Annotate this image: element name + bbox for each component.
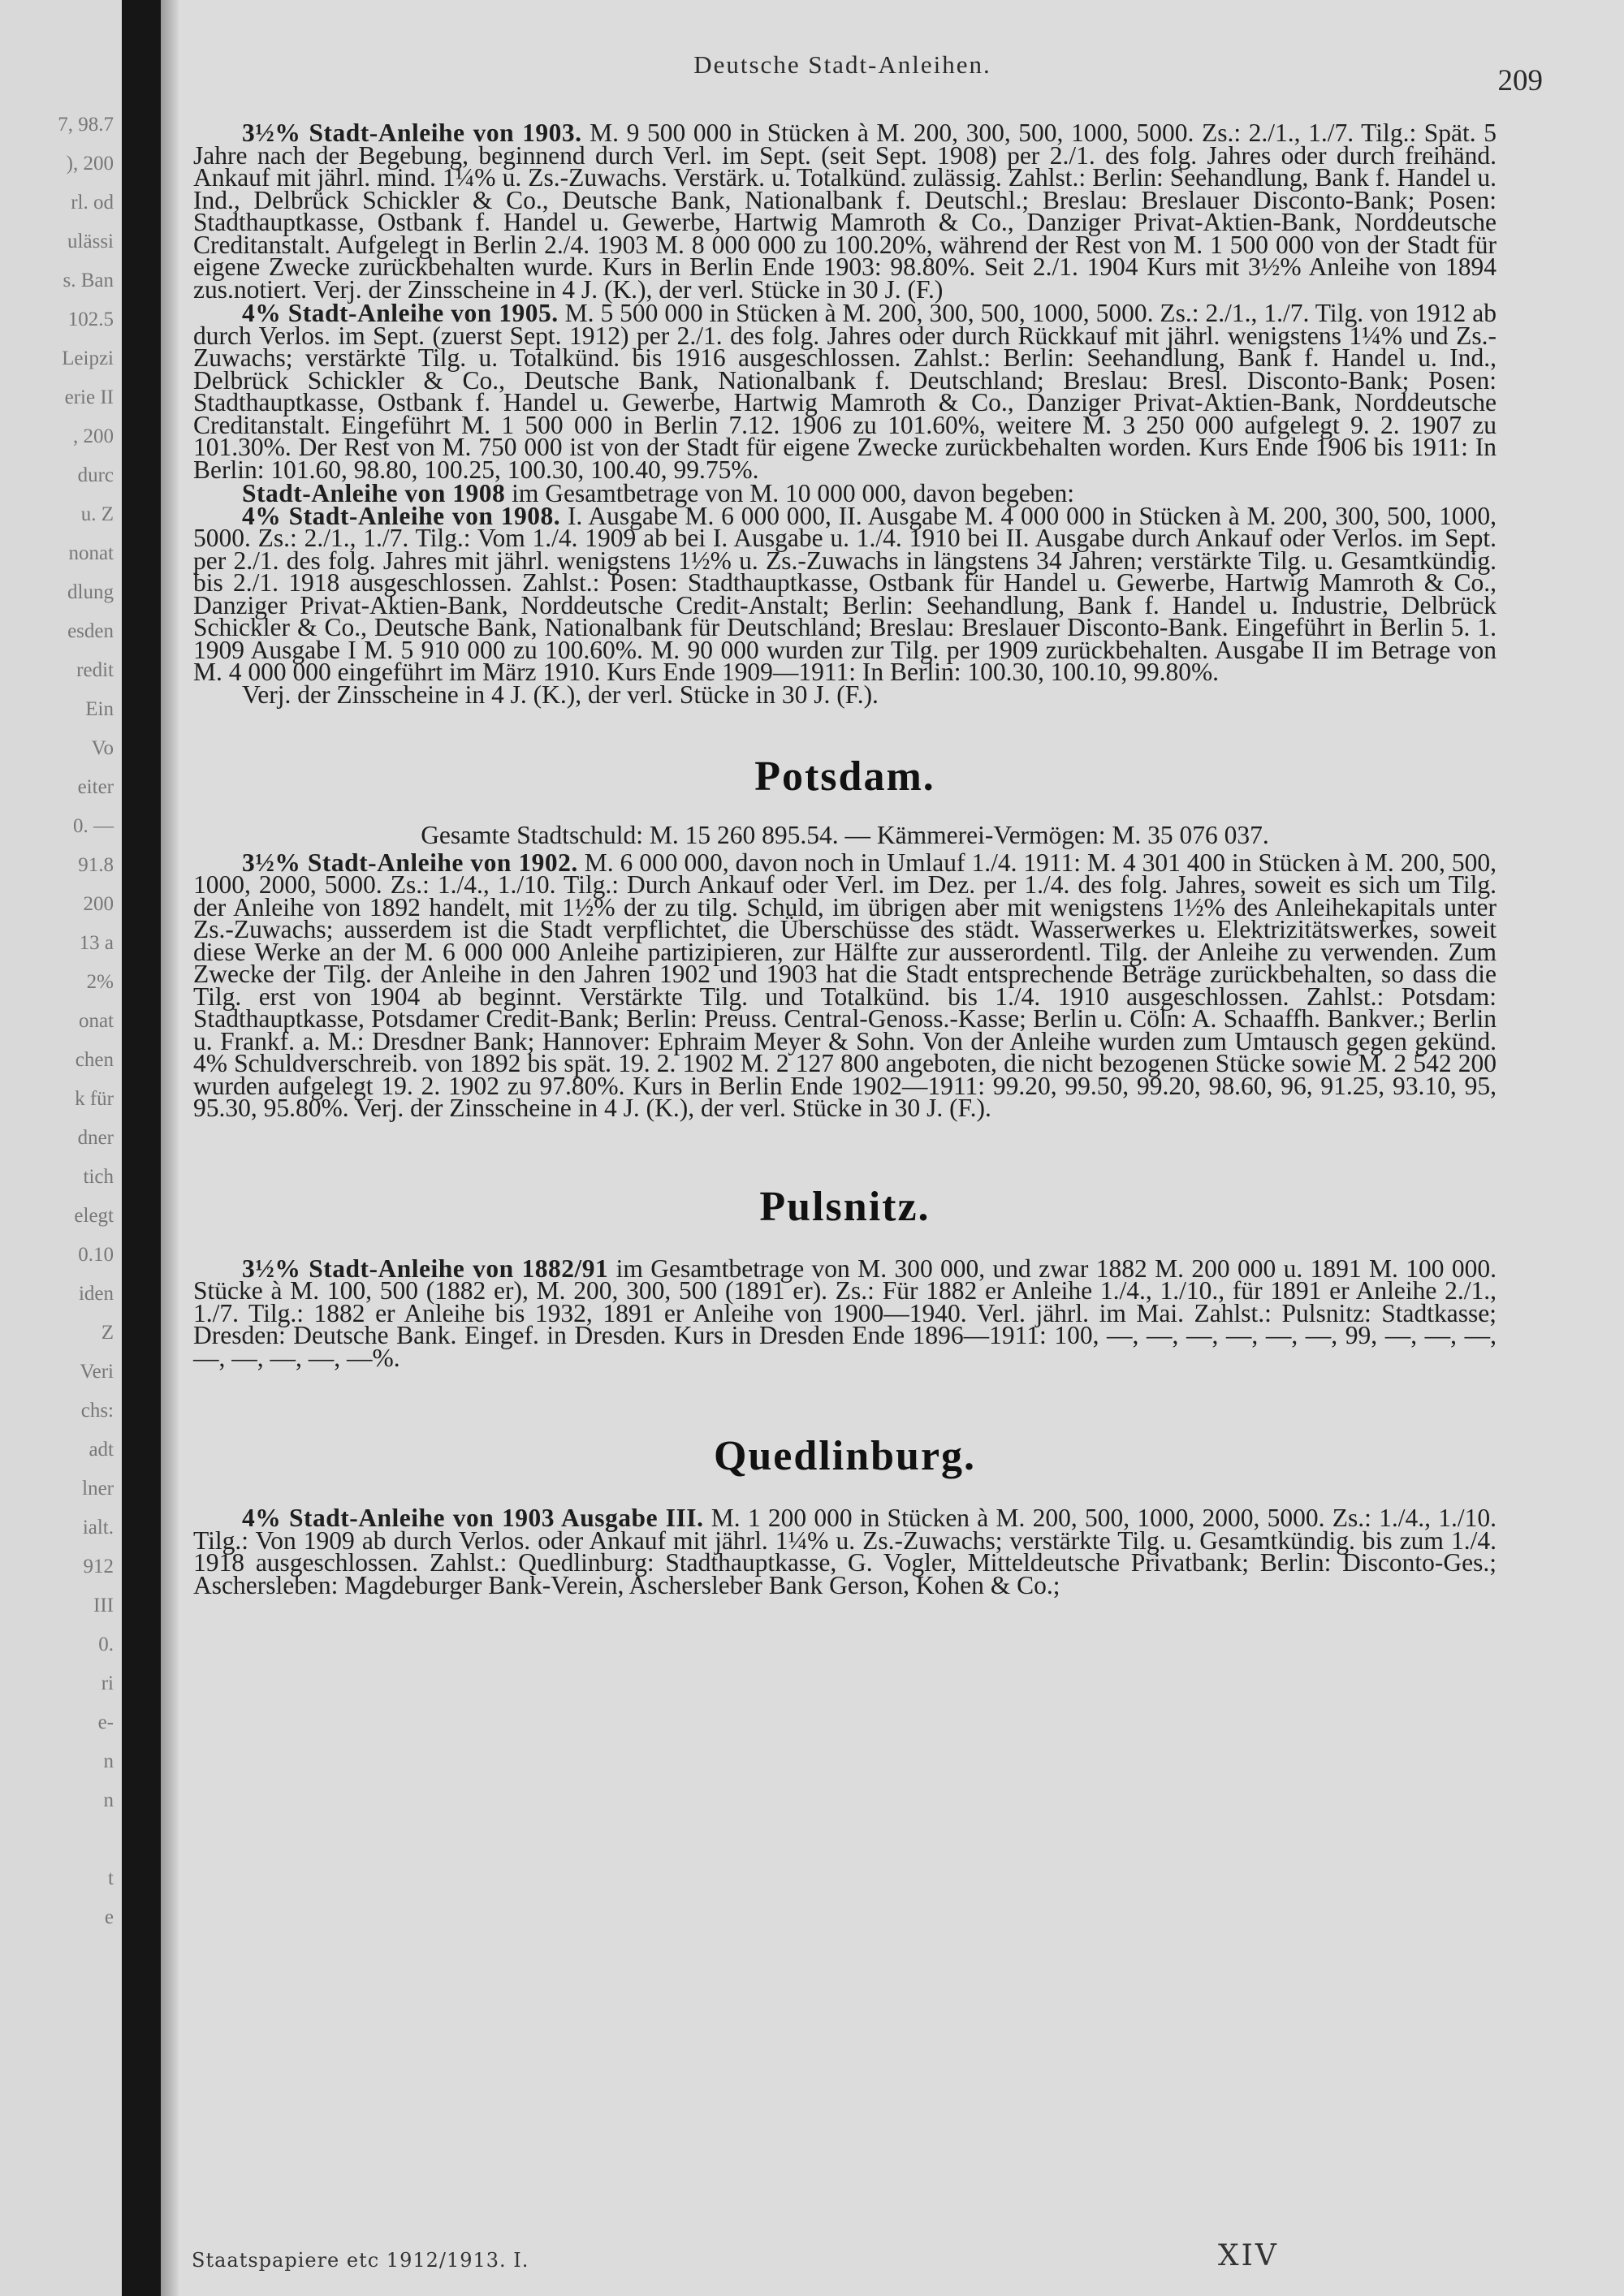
facing-page-fragment: 0. — (73, 815, 114, 837)
page-gutter (161, 0, 179, 2296)
facing-page-fragment: ialt. (82, 1517, 114, 1539)
facing-page-fragment: 0. (98, 1634, 114, 1655)
facing-page-fragment: 102.5 (67, 309, 114, 330)
facing-page-fragment: rl. od (71, 192, 114, 214)
city-title-quedlinburg: Quedlinburg. (713, 1433, 977, 1479)
entry-text: im Gesamtbetrage von M. 300 000, und zwar 1882 M. 200 000 u. 1891 M. 100 000. Stücke à M. 100, 500 (1882 er), M. 200, 300, 500 (1891 er). Zs.: Für 1882 er Anleihe 1./4., 1./10., für 1891 er Anleihe 2./1., 1./7. Tilg.: 1882 er Anleihe bis 1932, 1891 er Anleihe von 1900—1940. Verl. jährl. im Mai. Zahlst.: Pulsnitz: Stadtkasse; Dresden: Deutsche Bank. Eingef. in Dresden. Kurs in Dresden Ende 1896—1911: 100, —, —, —, —, —, —, 99, —, —, —, —, —, —, —, —%. (193, 1254, 1497, 1372)
entry-text: I. Ausgabe M. 6 000 000, II. Ausgabe M. 4 000 000 in Stücken à M. 200, 300, 500, 1000, 5000. Zs.: 2./1., 1./7. Tilg.: Vom 1./4. 1909 ab bei I. Ausgabe u. 1./4. 1910 bei II. Ausgabe durch Ankauf oder Verlos. im Sept. per 2./1. des folg. Jahres mit jährl. wenigstens 1½% u. Zs.-Zuwachs in längstens 34 Jahren; verstärkte Tilg. u. Gesamtkündig. bis 2./1. 1918 ausgeschlossen. Zahlst.: Posen: Stadthauptkasse, Ostbank für Handel u. Gewerbe, Hartwig Mamroth & Co., Danziger Privat-Aktien-Bank, Norddeutsche Credit-Anstalt; Berlin: Seehandlung, Bank f. Handel u. Industrie, Delbrück Schickler & Co., Deutsche Bank, Nationalbank für Deutschland; Breslau: Breslauer Disconto-Bank. Eingeführt in Berlin 5. 1. 1909 Ausgabe I M. 5 910 000 zu 100.60%. M. 90 000 wurden zur Tilg. per 1909 zurückbehalten. Ausgabe II im Betrage von M. 4 000 000 eingeführt im März 1910. Kurs Ende 1909—1911: In Berlin: 100.30, 100.10, 99.80%. (193, 501, 1497, 686)
facing-page-fragment: elegt (74, 1205, 114, 1227)
entry-text: im Gesamtbetrage von M. 10 000 000, davon begeben: (505, 479, 1075, 507)
entry-1908 (193, 501, 1497, 686)
facing-page-fragment: 91.8 (78, 854, 114, 876)
entry-heading: 3½% Stadt-Anleihe von 1903. (242, 119, 582, 147)
facing-page-fragment: chs: (80, 1400, 114, 1422)
facing-page-fragment: 200 (83, 893, 114, 915)
entry-heading: 4% Stadt-Anleihe von 1905. (242, 299, 559, 327)
facing-page-fragment: 0.10 (78, 1244, 114, 1266)
entry-text: M. 1 200 000 in Stücken à M. 200, 500, 1000, 2000, 5000. Zs.: 1./4., 1./10. Tilg.: Von 1909 ab durch Verlos. oder Ankauf mit jährl. 1¼% u. Zs.-Zuwachs; verstärkte Tilg. u. Gesamtkündig. bis zum 1./4. 1918 ausgeschlossen. Zahlst.: Quedlinburg: Stadthauptkasse, G. Vogler, Mitteldeutsche Privatbank; Berlin: Disconto-Ges.; Aschersleben: Magdeburger Bank-Verein, Aschersleber Bank Gerson, Kohen & Co.; (193, 1504, 1497, 1599)
entry-text: M. 5 500 000 in Stücken à M. 200, 300, 500, 1000, 5000. Zs.: 2./1., 1./7. Tilg. von 1912 ab durch Verlos. im Sept. (zuerst Sept. 1912) per 2./1. des folg. Jahres oder durch Rückkauf mit jährl. wenigstens 1¼% und Zs.-Zuwachs; verstärkte Tilg. u. Totalkünd. bis 1916 ausgeschlossen. Zahlst.: Berlin: Seehandlung, Bank f. Handel u. Ind., Delbrück Schickler & Co., Deutsche Bank, Nationalbank f. Deutschland; Breslau: Bresl. Disconto-Bank; Posen: Stadthauptkasse, Ostbank f. Handel u. Gewerbe, Hartwig Mamroth & Co., Danziger Privat-Aktien-Bank, Norddeutsche Creditanstalt. Eingeführt M. 1 500 000 in Berlin 7.12. 1906 zu 101.60%, weitere M. 3 250 000 aufgelegt 9. 2. 1907 zu 101.30%. Der Rest von M. 750 000 ist von der Stadt für eigene Zwecke zurückbehalten worden. Kurs Ende 1906 bis 1911: In Berlin: 101.60, 98.80, 100.25, 100.30, 100.40, 99.75%. (193, 299, 1497, 484)
facing-page-fragment: 7, 98.7 (58, 114, 114, 136)
document-page (179, 0, 1624, 2296)
running-title: Deutsche Stadt-Anleihen. (693, 50, 991, 79)
facing-page-fragment: adt (89, 1439, 114, 1461)
text-column (193, 119, 1497, 1599)
facing-page-fragment: n (103, 1789, 114, 1811)
facing-page-edge (0, 0, 122, 2296)
entry-1908-verj: Verj. der Zinsscheine in 4 J. (K.), der verl. Stücke in 30 J. (F.). (242, 680, 879, 709)
facing-page-fragment: esden (67, 620, 114, 642)
facing-page-fragment: Ein (85, 698, 114, 720)
facing-page-fragment: dner (77, 1127, 114, 1149)
facing-page-fragment: Vo (91, 737, 114, 759)
quedlinburg-entry (193, 1504, 1497, 1599)
entry-heading: 3½% Stadt-Anleihe von 1902. (242, 848, 578, 877)
city-title-potsdam: Potsdam. (754, 753, 935, 800)
facing-page-fragment: nonat (68, 542, 114, 564)
facing-page-fragment: Z (101, 1322, 114, 1344)
facing-page-fragment: tich (83, 1166, 114, 1188)
facing-page-fragment: Leipzi (62, 347, 114, 369)
potsdam-entry (193, 848, 1497, 1122)
facing-page-fragment: redit (76, 659, 114, 681)
potsdam-summary: Gesamte Stadtschuld: M. 15 260 895.54. — Kämmerei-Vermögen: M. 35 076 037. (421, 821, 1269, 849)
pulsnitz-entry (193, 1254, 1497, 1372)
facing-page-fragment: chen (75, 1049, 114, 1071)
facing-page-fragment: s. Ban (63, 270, 114, 291)
facing-page-fragment: lner (82, 1478, 114, 1500)
facing-page-fragment: durc (77, 464, 114, 486)
entry-text: M. 6 000 000, davon noch in Umlauf 1./4. 1911: M. 4 301 400 in Stücken à M. 200, 500, 1000, 2000, 5000. Zs.: 1./4., 1./10. Tilg.: Durch Ankauf oder Verl. im Dez. per 1./4. des folg. Jahres, soweit es sich um Tilg. der Anleihe von 1892 handelt, mit 1½% der zu tilg. Schuld, im übrigen aber mit wenigstens 1½% des Anleihekapitals unter Zs.-Zuwachs; ausserdem ist die Stadt verpflichtet, die Überschüsse des städt. Wasserwerkes u. Elektrizitätswerkes, soweit diese Werke an der M. 6 000 000 Anleihe partizipieren, zur Hälfte zur ausserordentl. Tilg. der Anleihe zu verwenden. Zum Zwecke der Tilg. der Anleihe in den Jahren 1902 und 1903 hat die Stadt entsprechende Beträge zurückbehalten, so dass die Tilg. erst von 1904 ab beginnt. Verstärkte Tilg. und Totalkünd. bis 1./4. 1910 ausgeschlossen. Zahlst.: Potsdam: Stadthauptkasse, Potsdamer Credit-Bank; Berlin: Preuss. Central-Genoss.-Kasse; Berlin u. Cöln: A. Schaaffh. Bankver.; Berlin u. Frankf. a. M.: Dresdner Bank; Hannover: Ephraim Meyer & Sohn. Von der Anleihe wurden zum Umtausch gegen gekünd. 4% Schuldverschreib. von 1892 bis spät. 19. 2. 1902 M. 2 127 800 angeboten, die nicht bezogenen Stücke sowie M. 2 542 200 wurden aufgelegt 19. 2. 1902 zu 97.80%. Kurs in Berlin Ende 1902—1911: 99.20, 99.50, 99.20, 98.60, 96, 91.25, 93.10, 95, 95.30, 95.80%. Verj. der Zinsscheine in 4 J. (K.), der verl. Stücke in 30 J. (F.). (193, 848, 1497, 1122)
facing-page-fragment: eiter (77, 776, 114, 798)
facing-page-fragment: ulässi (67, 231, 114, 252)
facing-page-fragment: 912 (83, 1556, 114, 1577)
facing-page-fragment: ), 200 (66, 153, 114, 175)
facing-page-fragment: dlung (67, 581, 114, 603)
facing-page-fragment: Veri (80, 1361, 114, 1383)
facing-page-fragment: ri (101, 1672, 114, 1694)
facing-page-fragment: u. Z (80, 503, 114, 525)
facing-page-fragment: n (103, 1750, 114, 1772)
city-title-pulsnitz: Pulsnitz. (759, 1183, 931, 1230)
footer-signature: XIV (1218, 2239, 1279, 2272)
facing-page-fragment: 13 a (79, 932, 114, 954)
facing-page-fragment: onat (78, 1010, 114, 1032)
facing-page-fragment: erie II (64, 386, 114, 408)
entry-text: M. 9 500 000 in Stücken à M. 200, 300, 500, 1000, 5000. Zs.: 2./1., 1./7. Tilg.: Spät. 5 Jahre nach der Begebung, beginnend durch Verl. im Sept. (seit Sept. 1908) per 2./1. des folg. Jahres oder durch freihänd. Ankauf mit jährl. mind. 1¼% u. Zs.-Zuwachs. Verstärk. u. Totalkünd. zulässig. Zahlst.: Berlin: Seehandlung, Bank f. Handel u. Ind., Delbrück Schickler & Co., Deutsche Bank, Nationalbank f. Deutschl.; Breslau: Breslauer Disconto-Bank; Posen: Stadthauptkasse, Ostbank f. Handel u. Gewerbe, Hartwig Mamroth & Co., Danziger Privat-Aktien-Bank, Norddeutsche Creditanstalt. Aufgelegt in Berlin 2./4. 1903 M. 8 000 000 zu 100.20%, während der Rest von M. 1 500 000 von der Stadt für eigene Zwecke zurückbehalten wurde. Kurs in Berlin Ende 1903: 98.80%. Seit 2./1. 1904 Kurs mit 3½% Anleihe von 1894 zus.notiert. Verj. der Zinsscheine in 4 J. (K.), der verl. Stücke in 30 J. (F.) (193, 119, 1497, 304)
facing-page-fragment: III (93, 1595, 114, 1616)
facing-page-fragment: k für (75, 1088, 114, 1110)
facing-page-fragment: t (108, 1867, 114, 1889)
page-number: 209 (1497, 64, 1543, 97)
footer-imprint: Staatspapiere etc 1912/1913. I. (192, 2249, 529, 2272)
entry-heading: 3½% Stadt-Anleihe von 1882/91 (242, 1254, 609, 1283)
facing-page-fragment: 2% (86, 971, 114, 993)
facing-page-fragment: e- (97, 1711, 114, 1733)
entry-heading: Stadt-Anleihe von 1908 (242, 479, 506, 507)
book-binding (122, 0, 161, 2296)
facing-page-fragment: e (104, 1906, 114, 1928)
facing-page-fragment: , 200 (73, 425, 114, 447)
entry-heading: 4% Stadt-Anleihe von 1903 Ausgabe III. (242, 1504, 704, 1532)
facing-page-fragment: iden (78, 1283, 114, 1305)
entry-1905 (193, 299, 1497, 484)
entry-1903 (193, 119, 1497, 304)
entry-heading: 4% Stadt-Anleihe von 1908. (242, 501, 561, 530)
